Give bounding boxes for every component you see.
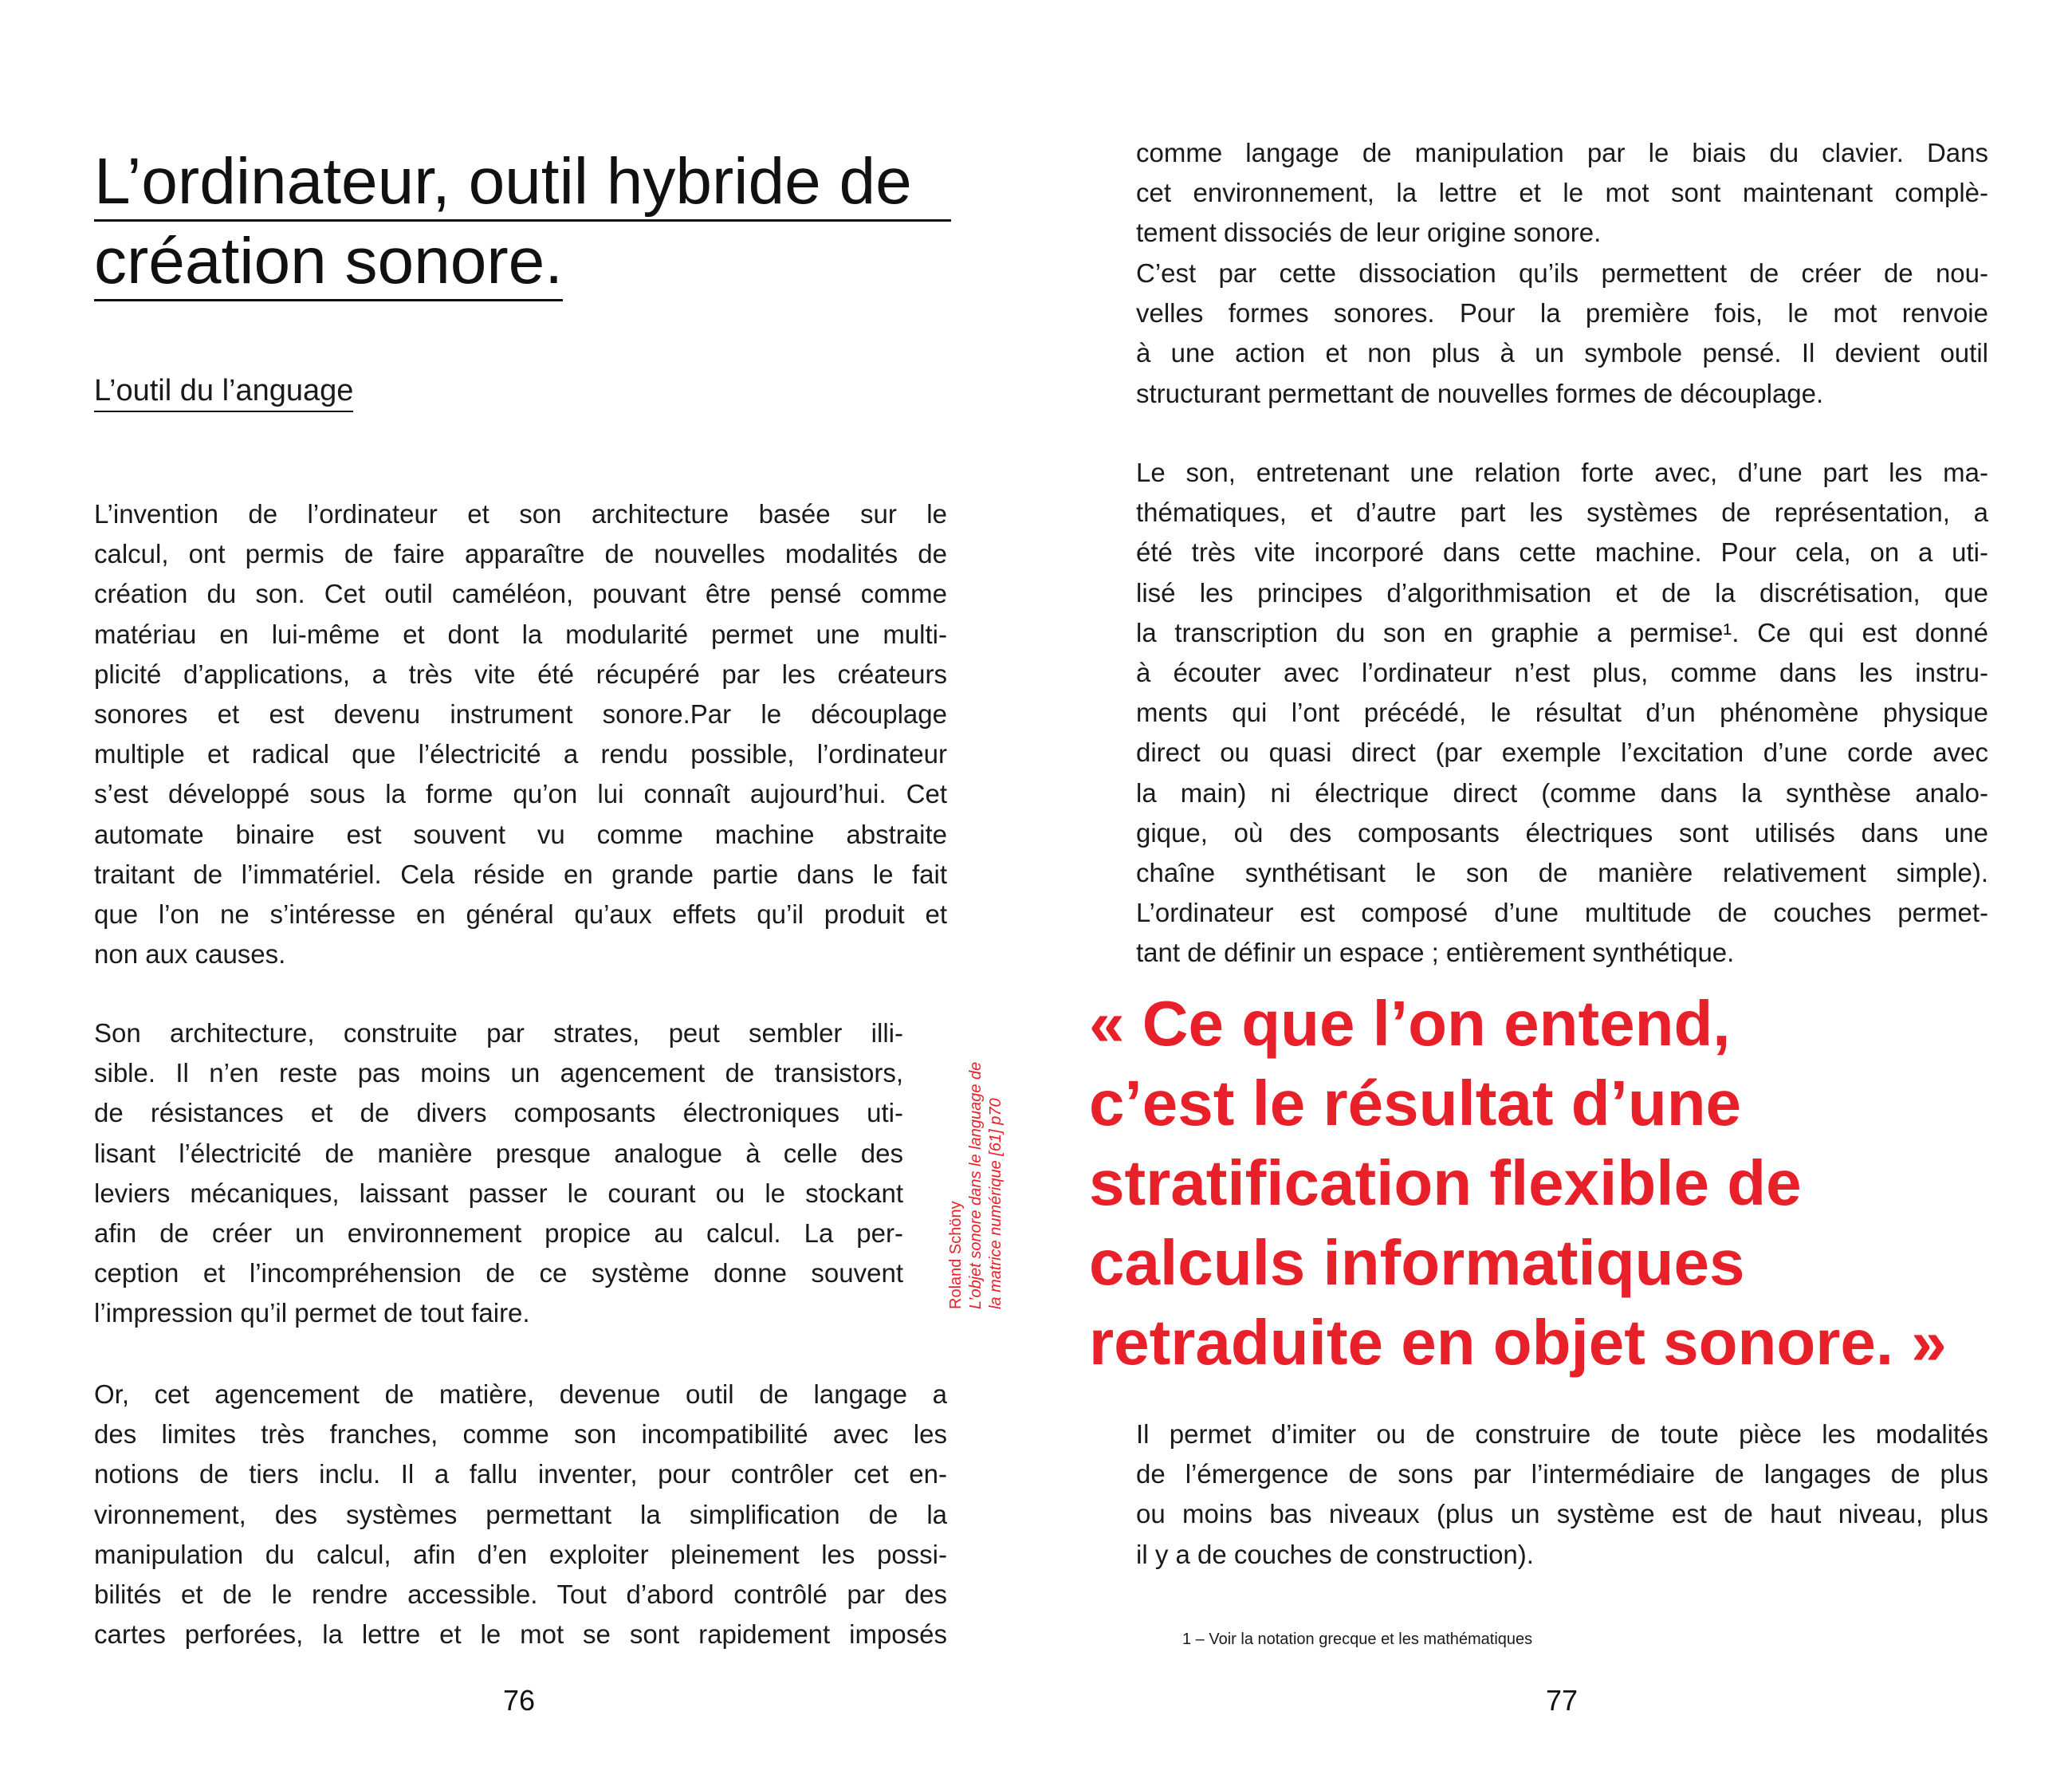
text-line: chaîne synthétisant le son de manière relativement simple). [1136,858,1988,888]
text-line: leviers mécaniques, laissant passer le courant ou le stockant [94,1178,903,1208]
text-line: vironnement, des systèmes permettant la simplification de la [94,1499,947,1529]
text-line: été très vite incorporé dans cette machine. Pour cela, on a uti- [1136,537,1988,568]
text-line: plicité d’applications, a très vite été récupéré par les créateurs [94,659,947,689]
text-line: il y a de couches de construction). [1136,1539,1534,1569]
citation-work: L’objet sonore dans le language de [967,1061,985,1309]
section-heading: L’outil du l’anguage [94,371,353,412]
text-line: matériau en lui-même et dont la modularité permet une multi- [94,619,947,649]
body-paragraph [94,494,947,974]
text-line: création du son. Cet outil caméléon, pouvant être pensé comme [94,579,947,609]
text-line: multiple et radical que l’électricité a rendu possible, l’ordinateur [94,739,947,769]
text-line: ou moins bas niveaux (plus un système est de haut niveau, plus [1136,1499,1988,1529]
body-paragraph [1136,1414,1988,1575]
text-line: sonores et est devenu instrument sonore.Par le découplage [94,699,947,730]
text-line: direct ou quasi direct (par exemple l’excitation d’une corde avec [1136,738,1988,768]
quote-line: « Ce que l’on entend, [1089,988,1731,1059]
text-line: L’ordinateur est composé d’une multitude de couches permet- [1136,898,1988,928]
text-line: la transcription du son en graphie a permise¹. Ce qui est donné [1136,617,1988,647]
text-line: thématiques, et d’autre part les systèmes de représentation, a [1136,498,1988,528]
text-line: s’est développé sous la forme qu’on lui connaît aujourd’hui. Cet [94,779,947,809]
pull-quote [1089,984,1947,1383]
text-line: calcul, ont permis de faire apparaître de nouvelles modalités de [94,539,947,569]
body-paragraph [1136,453,1988,974]
citation-work: la matrice numérique [61] p70 [987,1098,1005,1309]
text-line: notions de tiers inclu. Il a fallu inventer, pour contrôler cet en- [94,1459,947,1489]
footnote: 1 – Voir la notation grecque et les mathématiques [1182,1631,1533,1648]
title-line: création sonore. [94,222,563,301]
text-line: à écouter avec l’ordinateur n’est plus, comme dans les instru- [1136,658,1988,688]
text-line: de l’émergence de sons par l’intermédiaire de langages de plus [1136,1459,1988,1489]
text-line: Il permet d’imiter ou de construire de toute pièce les modalités [1136,1419,1988,1449]
text-line: structurant permettant de nouvelles formes de découplage. [1136,378,1824,408]
title-line: L’ordinateur, outil hybride de [94,142,951,222]
citation-author: Roland Schöny [947,1201,965,1309]
text-line: ments qui l’ont précédé, le résultat d’un phénomène physique [1136,698,1988,728]
text-line: que l’on ne s’intéresse en général qu’aux effets qu’il produit et [94,899,947,930]
quote-line: c’est le résultat d’une [1089,1068,1742,1139]
text-line: velles formes sonores. Pour la première fois, le mot renvoie [1136,298,1988,328]
body-paragraph [1136,133,1988,254]
body-paragraph [94,1375,947,1654]
text-line: sible. Il n’en reste pas moins un agencement de transistors, [94,1058,903,1088]
page-number-left: 76 [502,1684,536,1717]
text-line: l’impression qu’il permet de tout faire. [94,1298,530,1328]
text-line: la main) ni électrique direct (comme dans la synthèse analo- [1136,777,1988,808]
text-line: à une action et non plus à un symbole pensé. Il devient outil [1136,338,1988,368]
text-line: Or, cet agencement de matière, devenue outil de langage a [94,1379,947,1409]
text-line: C’est par cette dissociation qu’ils permettent de créer de nou- [1136,258,1988,288]
text-line: cartes perforées, la lettre et le mot se sont rapidement imposés [94,1619,947,1650]
text-line: comme langage de manipulation par le biais du clavier. Dans [1136,138,1988,167]
text-line: ception et l’incompréhension de ce système donne souvent [94,1258,903,1288]
quote-line: calculs informatiques [1089,1227,1745,1298]
text-line: cet environnement, la lettre et le mot sont maintenant complè- [1136,178,1988,208]
text-line: automate binaire est souvent vu comme machine abstraite [94,819,947,849]
text-line: Le son, entretenant une relation forte avec, d’une part les ma- [1136,458,1988,487]
quote-line: stratification flexible de [1089,1147,1802,1218]
text-line: bilités et de le rendre accessible. Tout d’abord contrôlé par des [94,1580,947,1610]
text-line: non aux causes. [94,939,286,970]
text-line: de résistances et de divers composants électroniques uti- [94,1098,903,1128]
text-line: tant de définir un espace ; entièrement synthétique. [1136,938,1735,968]
margin-citation [946,1043,1007,1309]
quote-line: retraduite en objet sonore. » [1089,1307,1947,1378]
page-number-right: 77 [1545,1684,1579,1717]
body-paragraph [1136,254,1988,414]
text-line: lisé les principes d’algorithmisation et de la discrétisation, que [1136,577,1988,608]
text-line: gique, où des composants électriques sont utilisés dans une [1136,817,1988,848]
body-paragraph [94,1013,903,1334]
text-line: des limites très franches, comme son incompatibilité avec les [94,1419,947,1450]
text-line: Son architecture, construite par strates, peut sembler illi- [94,1018,903,1048]
text-line: traitant de l’immatériel. Cela réside en grande partie dans le fait [94,859,947,889]
text-line: afin de créer un environnement propice au calcul. La per- [94,1218,903,1249]
text-line: L’invention de l’ordinateur et son architecture basée sur le [94,499,947,529]
text-line: tement dissociés de leur origine sonore. [1136,218,1602,248]
text-line: lisant l’électricité de manière presque analogue à celle des [94,1138,903,1168]
text-line: manipulation du calcul, afin d’en exploiter pleinement les possi- [94,1539,947,1569]
chapter-title [94,142,951,301]
